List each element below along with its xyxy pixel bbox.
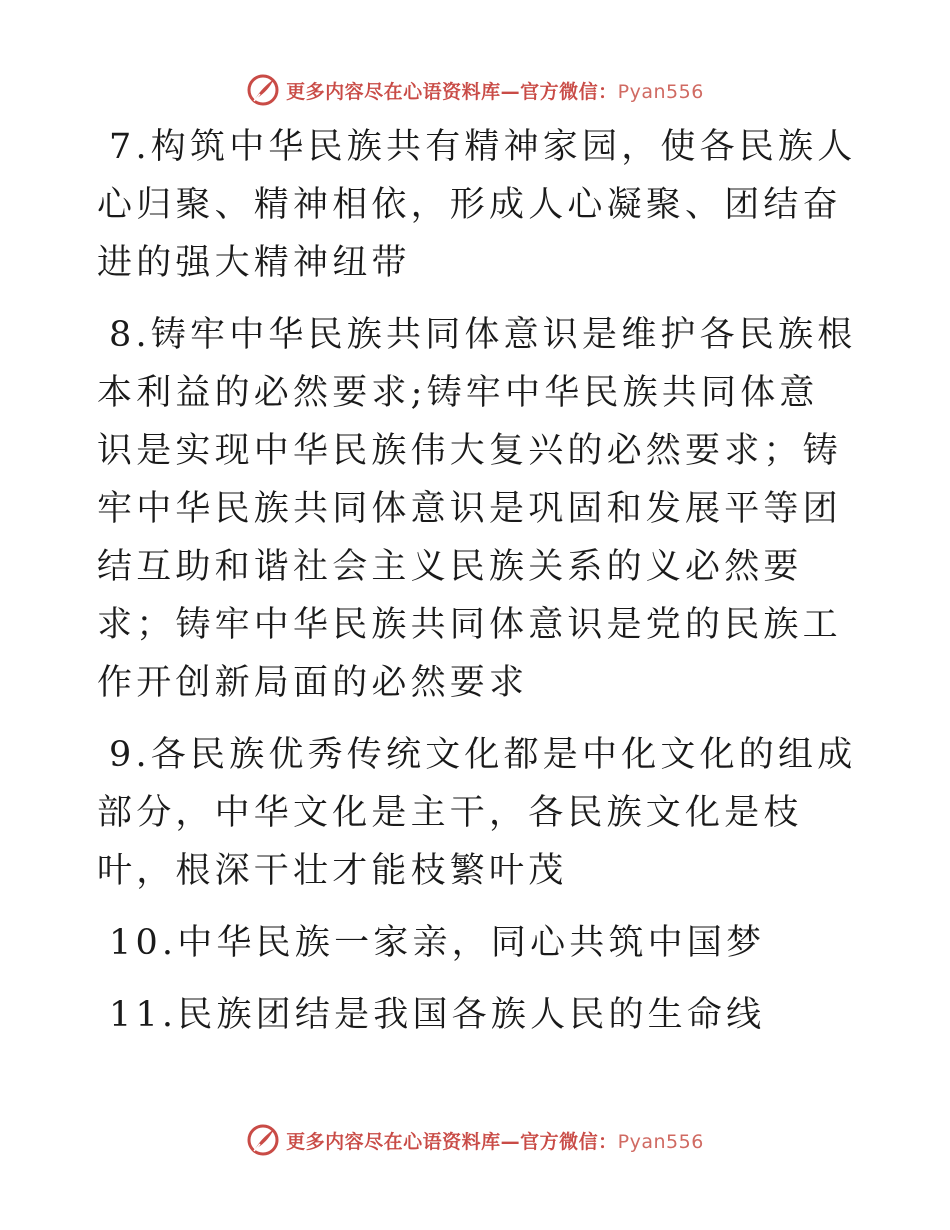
feather-pen-logo-icon [246, 1123, 280, 1157]
item-number: 11. [109, 995, 178, 1035]
item-text: 构筑中华民族共有精神家园，使各民族人心归聚、精神相依，形成人心凝聚、团结奋进的强大精神纽带 [97, 127, 857, 283]
item-number: 10. [109, 923, 178, 963]
list-item [97, 986, 857, 1044]
item-number: 9. [109, 735, 151, 775]
footer-wechat-id: Pyan556 [617, 1130, 704, 1153]
feather-pen-logo-icon [246, 73, 280, 107]
footer-brand-text: 更多内容尽在心语资料库—官方微信：Pyan556 [286, 1130, 704, 1153]
item-text: 铸牢中华民族共同体意识是维护各民族根本利益的必然要求;铸牢中华民族共同体意识是实现中华民族伟大复兴的必然要求；铸牢中华民族共同体意识是巩固和发展平等团结互助和谐社会主义民族关系的义必然要求；铸牢中华民族共同体意识是党的民族工作开创新局面的必然要求 [97, 315, 857, 703]
list-item [97, 914, 857, 972]
item-text: 各民族优秀传统文化都是中化文化的组成部分，中华文化是主干，各民族文化是枝叶，根深干壮才能枝繁叶茂 [97, 735, 857, 891]
item-text: 中华民族一家亲，同心共筑中国梦 [177, 923, 766, 963]
document-body [97, 118, 857, 1058]
item-number: 7. [109, 127, 151, 167]
item-number: 8. [109, 315, 151, 355]
header-wechat-id: Pyan556 [617, 80, 704, 103]
item-text: 民族团结是我国各族人民的生命线 [177, 995, 766, 1035]
footer-banner [0, 1120, 950, 1160]
list-item [97, 726, 857, 900]
list-item [97, 118, 857, 292]
header-banner [0, 70, 950, 110]
list-item [97, 306, 857, 712]
header-brand-text: 更多内容尽在心语资料库—官方微信：Pyan556 [286, 80, 704, 103]
